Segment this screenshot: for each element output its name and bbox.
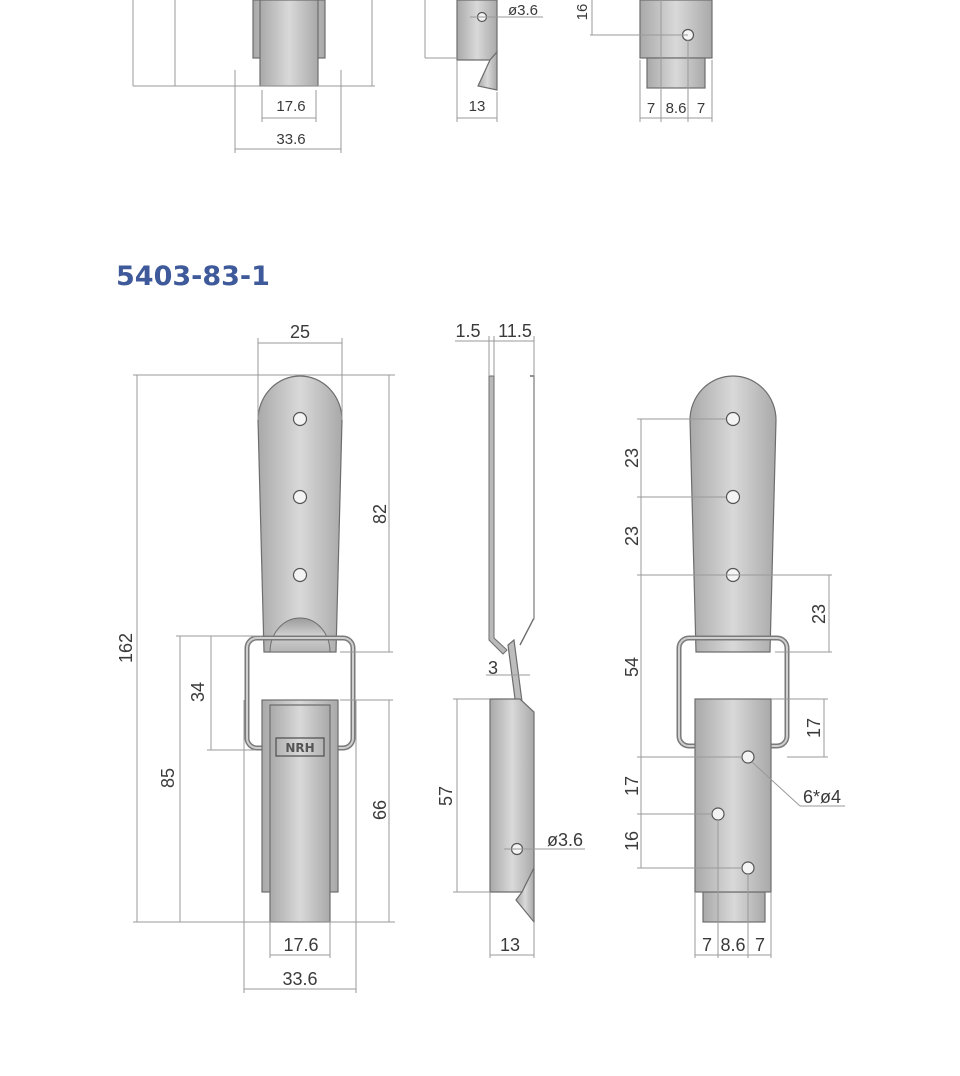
- dimension-33-6: 33.6: [282, 969, 318, 989]
- dimension-1-5: 1.5: [455, 321, 481, 341]
- dimension-34: 34: [188, 681, 208, 703]
- dimension-23-a: 23: [622, 447, 642, 469]
- dimension-85: 85: [158, 767, 178, 789]
- brand-logo: NRH: [285, 741, 315, 755]
- dimension-54: 54: [622, 656, 642, 678]
- dimension-16: 16: [622, 830, 642, 852]
- dimension-82: 82: [370, 503, 390, 525]
- dimension-17-6: 17.6: [283, 935, 319, 955]
- dimension-23-c: 23: [809, 603, 829, 625]
- top-partial-front-view: [133, 0, 375, 153]
- dimension-hole-top: ø3.6: [508, 2, 539, 19]
- dimension-25: 25: [289, 322, 311, 342]
- dimension-hole-3-6: ø3.6: [547, 830, 584, 850]
- top-partial-side-view: [425, 0, 543, 122]
- holes-callout: 6*ø4: [803, 787, 842, 807]
- dimension-57: 57: [436, 785, 456, 807]
- front-view: [116, 322, 395, 993]
- dimension-17-left: 17: [622, 775, 642, 797]
- dimension-17-right: 17: [804, 717, 824, 739]
- back-view: [622, 376, 845, 958]
- dimension-11-5: 11.5: [498, 321, 532, 341]
- dimension-13: 13: [499, 935, 521, 955]
- dimension-162: 162: [116, 632, 136, 664]
- dimension-7-right: 7: [754, 935, 766, 955]
- dimension-16-top: 16: [574, 3, 591, 21]
- dimension-3: 3: [487, 658, 499, 678]
- dimension-13-top: 13: [468, 98, 486, 115]
- dimension-33-6-top: 33.6: [276, 131, 306, 148]
- dimension-8-6-top: 8.6: [665, 100, 687, 117]
- dimension-7b-top: 7: [696, 100, 706, 117]
- dimension-7-left: 7: [701, 935, 713, 955]
- dimension-17-6-top: 17.6: [276, 98, 306, 115]
- side-view: [436, 321, 585, 958]
- dimension-8-6: 8.6: [720, 935, 746, 955]
- dimension-66: 66: [370, 799, 390, 821]
- top-partial-back-view: [574, 0, 712, 122]
- dimension-7a-top: 7: [646, 100, 656, 117]
- model-title: 5403-83-1: [116, 261, 270, 292]
- dimension-23-b: 23: [622, 525, 642, 547]
